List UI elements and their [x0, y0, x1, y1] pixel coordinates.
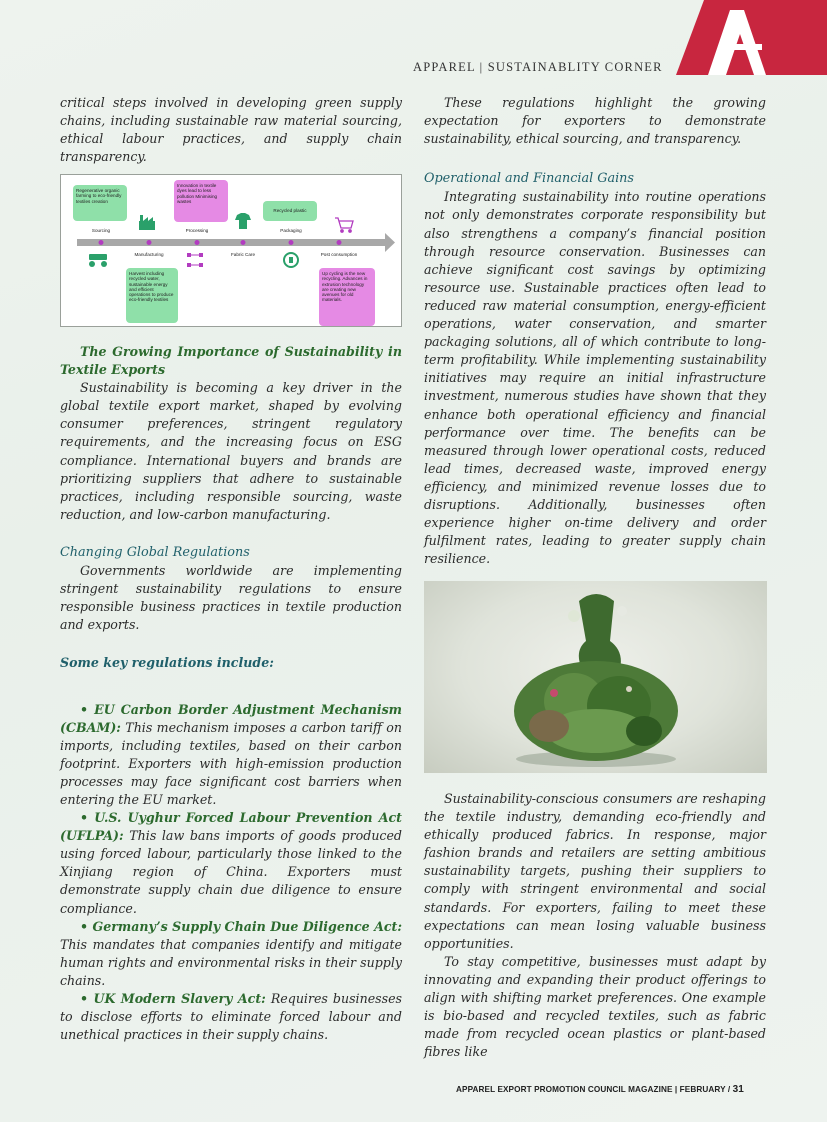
stage-sourcing: Sourcing — [91, 228, 111, 233]
regulation-germany — [60, 918, 402, 990]
stage-manufacturing: Manufacturing — [134, 252, 164, 257]
paragraph-growing-importance: Sustainability is becoming a key driver in the global textile export market, shaped by evolving consumer preferences, stringent regulatory requirements, and the increasing focus on ESG compliance. International buyers and brands are prioritizing suppliers that adhere to sustainable practices, including responsible sourcing, waste reduction, and low-carbon manufacturing. — [60, 380, 402, 522]
left-column — [60, 343, 402, 1044]
page-number: 31 — [732, 1084, 744, 1095]
paragraph-changing-regulations: Governments worldwide are implementing stringent sustainability regulations to ensure responsible business practices in textile production and exports. — [60, 563, 402, 633]
sourcing-box: Regenerative organic farming to eco-friendly textiles creation — [73, 185, 127, 221]
regulation-text: This mechanism imposes a carbon tariff on imports, including textiles, based on their carbon footprint. Exporters with high-emission production processes may face significant cost barriers when entering the EU market. — [60, 719, 402, 807]
paragraph-regulations-highlight: These regulations highlight the growing expectation for exporters to demonstrate sustainability, ethical sourcing, and transparency. — [424, 95, 766, 147]
paragraph-operational-gains: Integrating sustainability into routine operations not only demonstrates corporate responsibility but also strengthens a company’s financial position through resource conservation. Businesses can achieve significant cost savings by optimizing resource use. Sustainable practices often lead to reduced raw material consumption, energy-efficient operations, water conservation, and smarter packaging solutions, all of which contribute to long-term profitability. While implementing sustainability initiatives may require an initial infrastructure investment, numerous studies have shown that they enhance both operational efficiency and financial performance over time. The benefits can be measured through lower operational costs, reduced lead times, decreased waste, improved energy efficiency, and minimized revenue losses due to disruptions. Additionally, businesses often experience higher on-time delivery and order fulfilment rates, leading to greater supply chain resilience. — [424, 189, 766, 567]
factory-icon — [139, 215, 155, 230]
stage-fabric-care: Fabric Care — [231, 252, 255, 257]
recycle-icon — [284, 253, 298, 267]
regulation-text: Requires businesses to disclose efforts to eliminate forced labour and unethical practices in their supply chains. — [60, 991, 402, 1043]
heading-key-regulations: Some key regulations include: — [60, 655, 274, 671]
stage-processing: Processing — [185, 228, 209, 233]
regulation-title: • UK Modern Slavery Act: — [80, 991, 266, 1006]
left-intro — [60, 94, 402, 166]
processing-box: Innovation in textile dyes lead to less pollution Minimising wastes — [174, 180, 228, 222]
cart-icon — [335, 218, 353, 232]
paragraph-consumer-demand: Sustainability-conscious consumers are reshaping the textile industry, demanding eco-friendly and ethically produced fabrics. In response, major fashion brands and retailers are setting ambitious sustainability targets, pushing their suppliers to comply with stringent environmental and social standards. For exporters, failing to meet these expectations can mean losing valuable business opportunities. — [424, 791, 766, 951]
regulation-uflpa — [60, 809, 402, 918]
regulation-cbam — [60, 701, 402, 810]
dot-manufacturing-icon — [147, 240, 152, 245]
right-column-bottom — [424, 790, 766, 1061]
dot-packaging-icon — [289, 240, 294, 245]
regulation-title: • Germany’s Supply Chain Due Diligence Act: — [80, 918, 402, 934]
dot-processing-icon — [195, 240, 200, 245]
section-title: APPAREL | SUSTAINABLITY CORNER — [413, 60, 663, 74]
heading-operational-gains: Operational and Financial Gains — [424, 171, 634, 187]
magazine-logo — [676, 0, 827, 75]
heading-growing-importance: The Growing Importance of Sustainability in Textile Exports — [60, 344, 402, 378]
paragraph-stay-competitive: To stay competitive, businesses must adapt by innovating and expanding their product offerings to align with shifting market preferences. One example is bio-based and recycled textiles, such as fabric made from recycled ocean plastics or plant-based fibres like — [424, 953, 766, 1060]
dot-sourcing-icon — [99, 240, 104, 245]
right-column-top — [424, 94, 766, 608]
packaging-box: Recycled plastic — [263, 201, 317, 221]
regulation-title: • EU Carbon Border Adjustment Mechanism (CBAM): — [60, 701, 402, 735]
regulation-uk — [60, 990, 402, 1044]
footer-text: APPAREL EXPORT PROMOTION COUNCIL MAGAZINE | FEBRUARY / — [456, 1085, 733, 1094]
manufacturing-box: Harvest including recycled water, sustainable energy and efficient operations to produce eco-friendly textiles — [126, 268, 178, 323]
intro-paragraph: critical steps involved in developing green supply chains, including sustainable raw material sourcing, ethical labour practices, and supply chain transparency. — [60, 95, 402, 165]
regulation-text: This law bans imports of goods produced using forced labour, particularly those linked to the Xinjiang region of China. Exporters must demonstrate supply chain due diligence to ensure compliance. — [60, 828, 402, 916]
heading-changing-regulations: Changing Global Regulations — [60, 544, 250, 560]
supply-chain-figure — [60, 174, 402, 327]
stage-post-consumption: Post consumption — [320, 252, 358, 257]
shirt-icon — [235, 213, 251, 229]
dot-post-consumption-icon — [337, 240, 342, 245]
plant-dress-illustration — [424, 581, 767, 773]
figure-icons — [61, 175, 403, 328]
tractor-icon — [89, 254, 107, 267]
dot-fabric-care-icon — [241, 240, 246, 245]
plant-dress-photo — [424, 581, 767, 773]
post-consumption-box: Up cycling is the new recycling. Advances in extrusion technology are creating new avenues for old materials. — [319, 268, 375, 326]
page-footer — [456, 1084, 744, 1095]
molecule-icon — [187, 253, 203, 267]
regulation-text: This mandates that companies identify and mitigate human rights and environmental risks in their supply chains. — [60, 936, 402, 988]
regulation-title: • U.S. Uyghur Forced Labour Prevention Act (UFLPA): — [60, 810, 402, 844]
stage-packaging: Packaging — [280, 228, 302, 233]
